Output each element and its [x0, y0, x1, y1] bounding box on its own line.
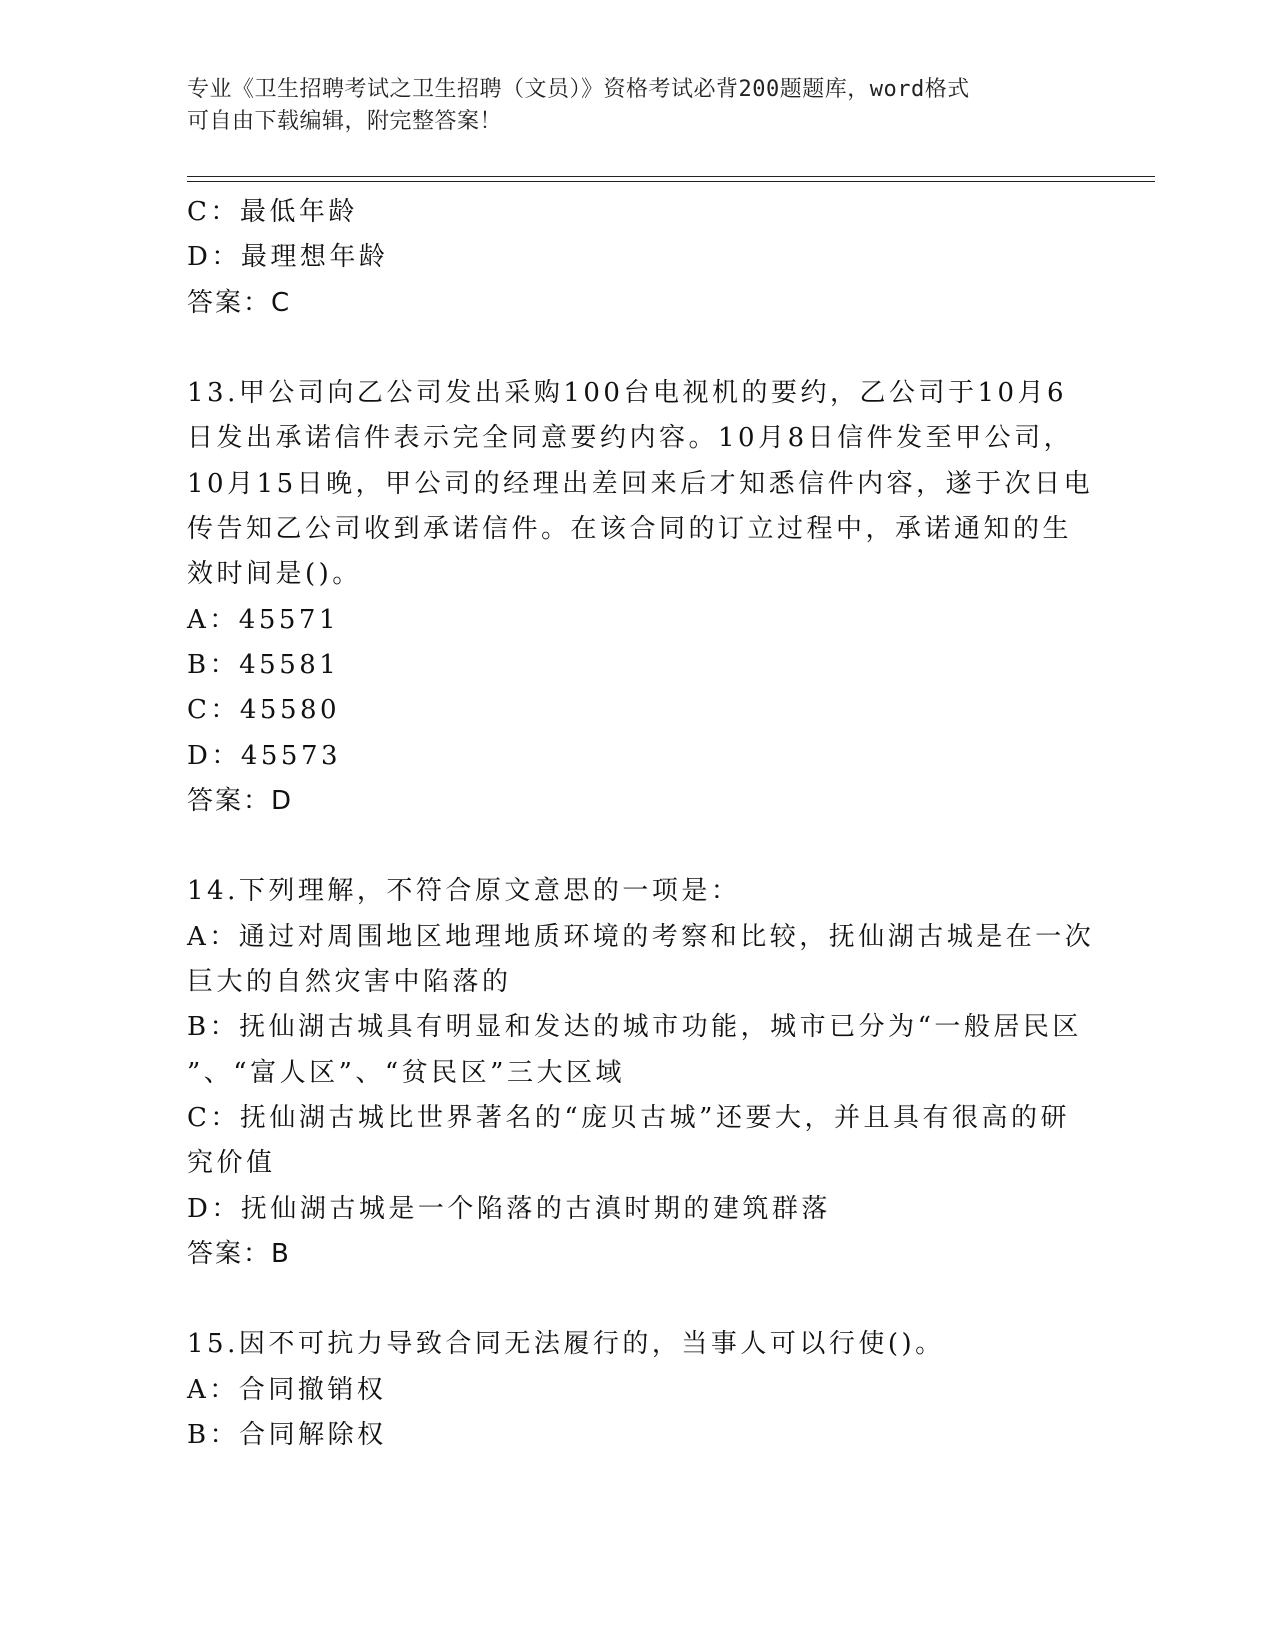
question-13 — [187, 371, 1094, 824]
q13-option-d: D：45573 — [187, 740, 342, 771]
header-divider-bottom — [187, 181, 1155, 182]
q14-option-c-line: C：抚仙湖古城比世界著名的“庞贝古城”还要大，并且具有很高的研 — [187, 1102, 1070, 1133]
header-divider-top — [187, 176, 1155, 177]
q13-stem-line: 日发出承诺信件表示完全同意要约内容。10月8日信件发至甲公司， — [187, 423, 1074, 454]
q13-stem-line: 传告知乙公司收到承诺信件。在该合同的订立过程中，承诺通知的生 — [187, 514, 1073, 545]
page-header — [187, 74, 1067, 138]
q15-option-a: A：合同撤销权 — [187, 1374, 387, 1405]
question-14 — [187, 869, 1095, 1277]
q12-option-c: C：最低年龄 — [187, 197, 358, 227]
q15-stem: 15.因不可抗力导致合同无法履行的，当事人可以行使()。 — [187, 1329, 945, 1360]
header-title-line-2: 可自由下载编辑，附完整答案！ — [187, 109, 503, 134]
q14-option-d: D：抚仙湖古城是一个陷落的古滇时期的建筑群落 — [187, 1193, 831, 1224]
q14-option-a-line: 巨大的自然灾害中陷落的 — [187, 967, 512, 998]
q14-answer: 答案：B — [187, 1238, 291, 1269]
q13-stem-line: 13.甲公司向乙公司发出采购100台电视机的要约，乙公司于10月6 — [187, 378, 1068, 409]
q13-stem-line: 10月15日晚，甲公司的经理出差回来后才知悉信件内容，遂于次日电 — [187, 468, 1094, 499]
q13-answer: 答案：D — [187, 785, 294, 816]
spacer — [187, 326, 1087, 371]
q14-option-c-line: 究价值 — [187, 1148, 276, 1179]
question-15 — [187, 1322, 1087, 1458]
q12-option-d: D：最理想年龄 — [187, 242, 389, 273]
q14-option-b-line: B：抚仙湖古城具有明显和发达的城市功能，城市已分为“一般居民区 — [187, 1012, 1082, 1043]
question-list — [187, 190, 1095, 1458]
spacer — [187, 1277, 1087, 1322]
q14-option-b-line: ”、“富人区”、“贫民区”三大区域 — [187, 1057, 625, 1088]
q12-answer: 答案：C — [187, 287, 292, 318]
q13-option-a: A：45571 — [187, 604, 339, 635]
spacer — [187, 824, 1087, 869]
question-12-tail — [187, 190, 1087, 326]
header-title-line-1: 专业《卫生招聘考试之卫生招聘（文员）》资格考试必背200题题库，word格式 — [187, 77, 970, 102]
q13-stem-line: 效时间是()。 — [187, 559, 362, 590]
q14-stem: 14.下列理解，不符合原文意思的一项是： — [187, 876, 741, 907]
q13-option-c: C：45580 — [187, 695, 341, 726]
q15-option-b: B：合同解除权 — [187, 1420, 387, 1451]
q13-option-b: B：45581 — [187, 649, 340, 680]
q14-option-a-line: A：通过对周围地区地理地质环境的考察和比较，抚仙湖古城是在一次 — [187, 921, 1095, 952]
